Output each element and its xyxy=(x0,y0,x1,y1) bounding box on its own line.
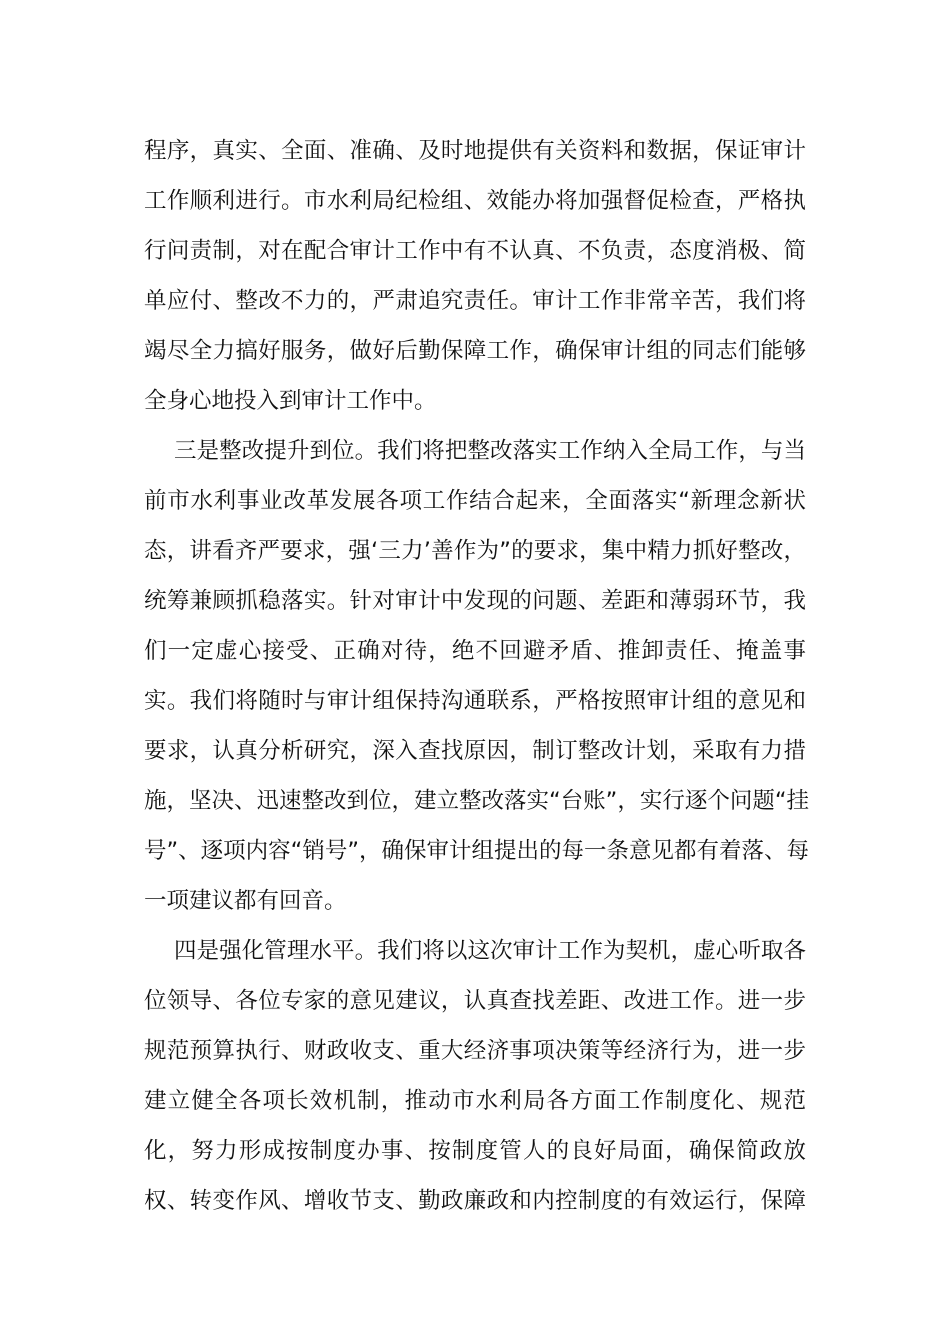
text-line: 施，坚决、迅速整改到位，建立整改落实“台账”，实行逐个问题“挂 xyxy=(144,788,809,814)
text-line: 权、转变作风、增收节支、勤政廉政和内控制度的有效运行，保障 xyxy=(144,1188,806,1214)
text-line: 一项建议都有回音。 xyxy=(144,888,347,914)
text-line: 号”、逐项内容“销号”，确保审计组提出的每一条意见都有着落、每 xyxy=(144,838,809,864)
paragraph-2 xyxy=(144,426,809,926)
text-line: 要求，认真分析研究，深入查找原因，制订整改计划，采取有力措 xyxy=(144,738,806,764)
document-body xyxy=(144,126,809,1226)
text-line: 建立健全各项长效机制，推动市水利局各方面工作制度化、规范 xyxy=(144,1088,806,1114)
text-line: 统筹兼顾抓稳落实。针对审计中发现的问题、差距和薄弱环节，我 xyxy=(144,588,806,614)
text-line: 全身心地投入到审计工作中。 xyxy=(144,388,437,414)
text-line: 规范预算执行、财政收支、重大经济事项决策等经济行为，进一步 xyxy=(144,1038,806,1064)
text-line: 单应付、整改不力的，严肃追究责任。审计工作非常辛苦，我们将 xyxy=(144,288,806,314)
paragraph-3 xyxy=(144,926,806,1226)
text-line: 化，努力形成按制度办事、按制度管人的良好局面，确保简政放 xyxy=(144,1138,806,1164)
text-line: 行问责制，对在配合审计工作中有不认真、不负责，态度消极、简 xyxy=(144,238,806,264)
text-line: 工作顺利进行。市水利局纪检组、效能办将加强督促检查，严格执 xyxy=(144,188,806,214)
text-line: 四是强化管理水平。我们将以这次审计工作为契机，虚心听取各 xyxy=(174,938,806,964)
text-line: 前市水利事业改革发展各项工作结合起来，全面落实“新理念新状 xyxy=(144,488,806,514)
text-line: 态，讲看齐严要求，强‘三力’善作为”的要求，集中精力抓好整改， xyxy=(144,538,806,564)
paragraph-1 xyxy=(144,126,806,426)
text-line: 三是整改提升到位。我们将把整改落实工作纳入全局工作，与当 xyxy=(174,438,806,464)
text-line: 位领导、各位专家的意见建议，认真查找差距、改进工作。进一步 xyxy=(144,988,806,1014)
text-line: 们一定虚心接受、正确对待，绝不回避矛盾、推卸责任、掩盖事 xyxy=(144,638,806,664)
text-line: 实。我们将随时与审计组保持沟通联系，严格按照审计组的意见和 xyxy=(144,688,806,714)
text-line: 竭尽全力搞好服务，做好后勤保障工作，确保审计组的同志们能够 xyxy=(144,338,806,364)
text-line: 程序，真实、全面、准确、及时地提供有关资料和数据，保证审计 xyxy=(144,138,806,164)
